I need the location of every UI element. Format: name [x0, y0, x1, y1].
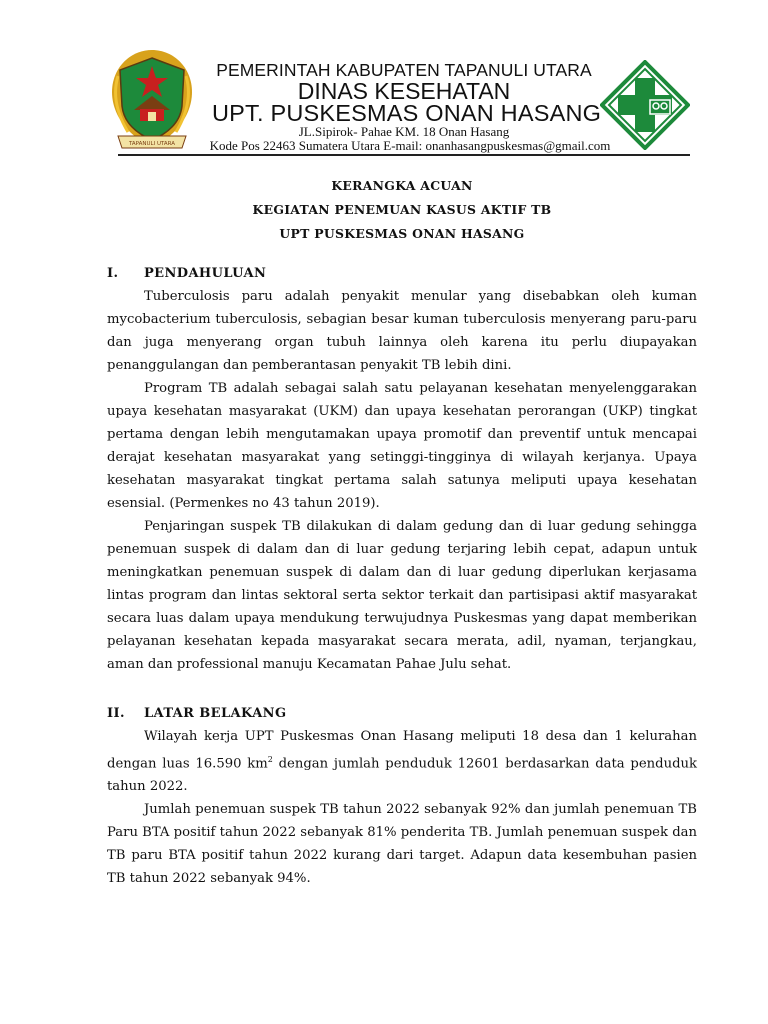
paragraph: Penjaringan suspek TB dilakukan di dalam gedung dan di luar gedung sehingga penemuan suspek di dalam dan di luar gedung terjaring lebih cepat, adapun untuk meningkatkan penemuan suspek di dalam dan di luar gedung diperlukan kerjasama lintas program dan lintas sektoral serta sektor terkait dan partisipasi aktif masyarakat secara luas dalam upaya mendukung terwujudnya Puskesmas yang dapat memberikan pelayanan kesehatan kepada masyarakat secara merata, adil, nyaman, terjangkau, aman dan professional manuju Kecamatan Pahae Julu sehat. [107, 519, 697, 672]
letterhead-address-line: JL.Sipirok- Pahae KM. 18 Onan Hasang [298, 124, 510, 139]
letterhead-agency-line: DINAS KESEHATAN [297, 78, 511, 104]
paragraph: Jumlah penemuan suspek TB tahun 2022 sebanyak 92% dan jumlah penemuan TB Paru BTA positif tahun 2022 sebanyak 81% penderita TB. Jumlah penemuan suspek dan TB paru BTA positif tahun 2022 kurang dari target. Adapun data kesembuhan pasien TB tahun 2022 sebanyak 94%. [107, 802, 697, 887]
letterhead-unit-line: UPT. PUSKESMAS ONAN HASANG [212, 100, 602, 126]
section-title: LATAR BELAKANG [144, 706, 287, 721]
paragraph [107, 725, 697, 798]
document-title: KERANGKA ACUAN [331, 178, 473, 193]
section-title: PENDAHULUAN [144, 266, 267, 281]
emblem-ribbon-text: TAPANULI UTARA [128, 141, 176, 147]
section-number: II. [107, 706, 125, 721]
letterhead [0, 0, 768, 160]
document-institution: UPT PUSKESMAS ONAN HASANG [279, 226, 525, 241]
puskesmas-cross-logo-icon [600, 60, 690, 150]
section-heading [107, 702, 697, 725]
paragraph: Program TB adalah sebagai salah satu pelayanan kesehatan menyelenggarakan upaya kesehatan masyarakat (UKM) dan upaya kesehatan perorangan (UKP) tingkat pertama dengan lebih mengutamakan upaya promotif dan preventif untuk mencapai derajat kesehatan masyarakat yang setinggi-tingginya di wilayah kerjanya. Upaya kesehatan masyarakat tingkat pertama salah satunya meliputi upaya kesehatan esensial. (Permenkes no 43 tahun 2019). [107, 381, 697, 511]
paragraph: Tuberculosis paru adalah penyakit menular yang disebabkan oleh kuman mycobacterium tuberculosis, sebagian besar kuman tuberculosis menyerang paru-paru dan juga menyerang organ tubuh lainnya oleh karena itu perlu diupayakan penanggulangan dan pemberantasan penyakit TB lebih dini. [107, 289, 697, 373]
section-heading [107, 262, 697, 285]
superscript: 2 [267, 755, 273, 764]
document-body [107, 174, 697, 890]
paragraph-text: dengan jumlah penduduk 12601 berdasarkan data penduduk tahun 2022. [107, 756, 697, 795]
paragraph-text: Wilayah kerja UPT Puskesmas Onan Hasang meliputi 18 desa dan 1 kelurahan dengan luas 16.590 km [107, 729, 697, 772]
section-background [107, 702, 697, 890]
letterhead-divider [118, 154, 690, 156]
letterhead-government-line: PEMERINTAH KABUPATEN TAPANULI UTARA [216, 60, 592, 80]
document-subtitle: KEGIATAN PENEMUAN KASUS AKTIF TB [252, 202, 552, 217]
section-number: I. [107, 266, 119, 281]
letterhead-contact-line: Kode Pos 22463 Sumatera Utara E-mail: onanhasangpuskesmas@gmail.com [209, 138, 611, 153]
section-introduction [107, 262, 697, 676]
